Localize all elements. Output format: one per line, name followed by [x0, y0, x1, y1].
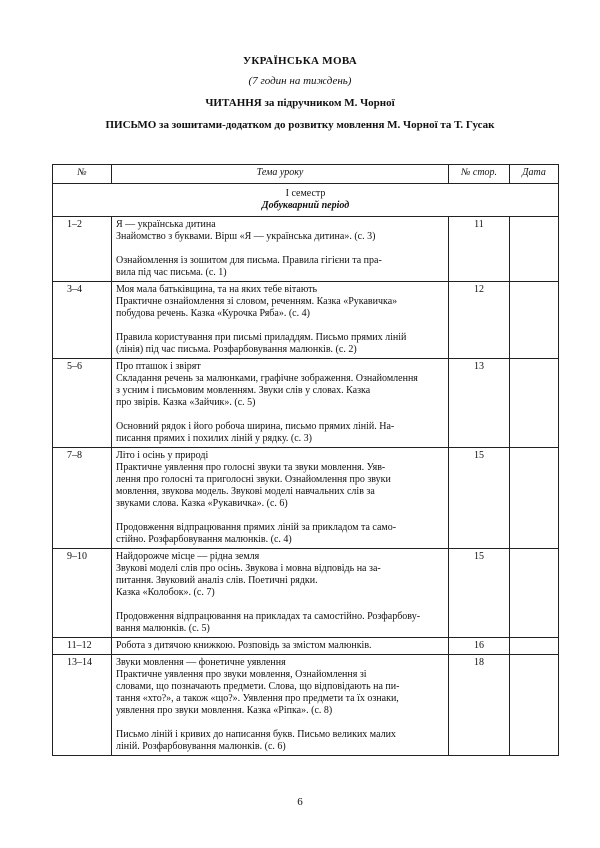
topic-gap	[116, 320, 444, 332]
lesson-date	[510, 217, 559, 282]
topic-title: Найдорожче місце — рідна земля	[116, 551, 260, 562]
lesson-date	[510, 549, 559, 638]
lesson-topic	[112, 448, 449, 549]
topic-line: Правила користування при письмі приладдям. Письмо прямих ліній	[116, 332, 407, 343]
lesson-topic	[112, 638, 449, 655]
lesson-date	[510, 655, 559, 756]
topic-line: Складання речень за малюнками, графічне зображення. Ознайомлення	[116, 373, 418, 384]
table-row	[53, 217, 559, 282]
topic-line: Основний рядок і його робоча ширина, письмо прямих ліній. На-	[116, 421, 395, 432]
period-label: Добукварний період	[261, 200, 350, 211]
lesson-plan-table	[52, 164, 559, 756]
topic-line: Практичне уявлення про звуки мовлення, Ознайомлення зі	[116, 669, 367, 680]
lesson-number: 3–4	[53, 282, 112, 359]
topic-line: (лінія) під час письма. Розфарбовування малюнків. (с. 2)	[116, 344, 357, 355]
topic-line: побудова речень. Казка «Курочка Ряба». (с. 4)	[116, 308, 310, 319]
table-row	[53, 655, 559, 756]
lesson-number: 5–6	[53, 359, 112, 448]
lesson-date	[510, 359, 559, 448]
lesson-page: 11	[449, 217, 510, 282]
topic-line: Ознайомлення із зошитом для письма. Правила гігієни та пра-	[116, 255, 382, 266]
semester-cell	[53, 184, 559, 217]
lesson-page: 12	[449, 282, 510, 359]
topic-line: Звукові моделі слів про осінь. Звукова і мовна відповідь на за-	[116, 563, 381, 574]
table-row	[53, 359, 559, 448]
topic-line: Знайомство з буквами. Вірш «Я — українська дитина». (с. 3)	[116, 231, 376, 242]
topic-title: Робота з дитячою книжкою. Розповідь за змістом малюнків.	[116, 640, 372, 651]
page-number: 6	[297, 796, 303, 808]
topic-line: Продовження відпрацювання на прикладах та самостійно. Розфарбову-	[116, 611, 421, 622]
topic-gap	[116, 510, 444, 522]
topic-line: Практичне ознайомлення зі словом, реченням. Казка «Рукавичка»	[116, 296, 398, 307]
lesson-topic	[112, 359, 449, 448]
topic-line: вання малюнків. (с. 5)	[116, 623, 210, 634]
header-number: №	[53, 165, 112, 184]
table-row	[53, 448, 559, 549]
lesson-topic	[112, 282, 449, 359]
lesson-date	[510, 448, 559, 549]
topic-line: уявлення про звуки мовлення. Казка «Ріпка». (с. 8)	[116, 705, 333, 716]
topic-line: мовлення, звукова модель. Звукові моделі навчальних слів за	[116, 486, 375, 497]
topic-line: тання «хто?», а також «що?». Уявлення про предмети та їх ознаки,	[116, 693, 399, 704]
doc-title: УКРАЇНСЬКА МОВА	[242, 55, 358, 67]
topic-line: писання прямих і похилих ліній у рядку. (с. 3)	[116, 433, 312, 444]
header-page: № стор.	[449, 165, 510, 184]
table-header-row	[53, 165, 559, 184]
lesson-number: 13–14	[53, 655, 112, 756]
topic-line: питання. Звуковий аналіз слів. Поетичні рядки.	[116, 575, 318, 586]
topic-title: Я — українська дитина	[116, 219, 216, 230]
lesson-topic	[112, 655, 449, 756]
lesson-number: 9–10	[53, 549, 112, 638]
lesson-page: 13	[449, 359, 510, 448]
topic-title: Моя мала батьківщина, та на яких тебе вітають	[116, 284, 318, 295]
lesson-topic	[112, 217, 449, 282]
lesson-page: 18	[449, 655, 510, 756]
lesson-number: 1–2	[53, 217, 112, 282]
topic-line: Практичне уявлення про голосні звуки та звуки мовлення. Уяв-	[116, 462, 386, 473]
header-date: Дата	[510, 165, 559, 184]
topic-line: Продовження відпрацювання прямих ліній за прикладом та само-	[116, 522, 397, 533]
table-row	[53, 638, 559, 655]
topic-line: з усним і письмовим мовленням. Звуки слів у словах. Казка	[116, 385, 371, 396]
semester-label: І семестр	[285, 188, 326, 199]
topic-line: стійно. Розфарбовування малюнків. (с. 4)	[116, 534, 292, 545]
topic-gap	[116, 243, 444, 255]
topic-title: Літо і осінь у природі	[116, 450, 209, 461]
topic-gap	[116, 717, 444, 729]
semester-row	[53, 184, 559, 217]
lesson-page: 15	[449, 549, 510, 638]
table-row	[53, 549, 559, 638]
topic-gap	[116, 599, 444, 611]
topic-gap	[116, 409, 444, 421]
lesson-page: 15	[449, 448, 510, 549]
lesson-date	[510, 282, 559, 359]
lesson-number: 7–8	[53, 448, 112, 549]
topic-line: словами, що позначають предмети. Слова, що відповідають на пи-	[116, 681, 400, 692]
lesson-number: 11–12	[53, 638, 112, 655]
topic-line: про звірів. Казка «Зайчик». (с. 5)	[116, 397, 256, 408]
doc-reading-line: ЧИТАННЯ за підручником М. Чорної	[205, 97, 395, 109]
topic-line: вила під час письма. (с. 1)	[116, 267, 227, 278]
topic-line: лення про голосні та приголосні звуки. Ознайомлення про звуки	[116, 474, 391, 485]
lesson-page: 16	[449, 638, 510, 655]
lesson-date	[510, 638, 559, 655]
topic-title: Звуки мовлення — фонетичне уявлення	[116, 657, 286, 668]
topic-line: звуками слова. Казка «Рукавичка». (с. 6)	[116, 498, 288, 509]
doc-hours: (7 годин на тиждень)	[248, 75, 352, 87]
topic-line: Казка «Колобок». (с. 7)	[116, 587, 215, 598]
doc-writing-line: ПИСЬМО за зошитами-додатком до розвитку мовлення М. Чорної та Т. Гусак	[105, 119, 495, 131]
table-row	[53, 282, 559, 359]
topic-line: Письмо ліній і кривих до написання букв. Письмо великих малих	[116, 729, 396, 740]
topic-line: ліній. Розфарбовування малюнків. (с. 6)	[116, 741, 286, 752]
topic-title: Про пташок і звірят	[116, 361, 201, 372]
lesson-topic	[112, 549, 449, 638]
header-topic: Тема уроку	[112, 165, 449, 184]
